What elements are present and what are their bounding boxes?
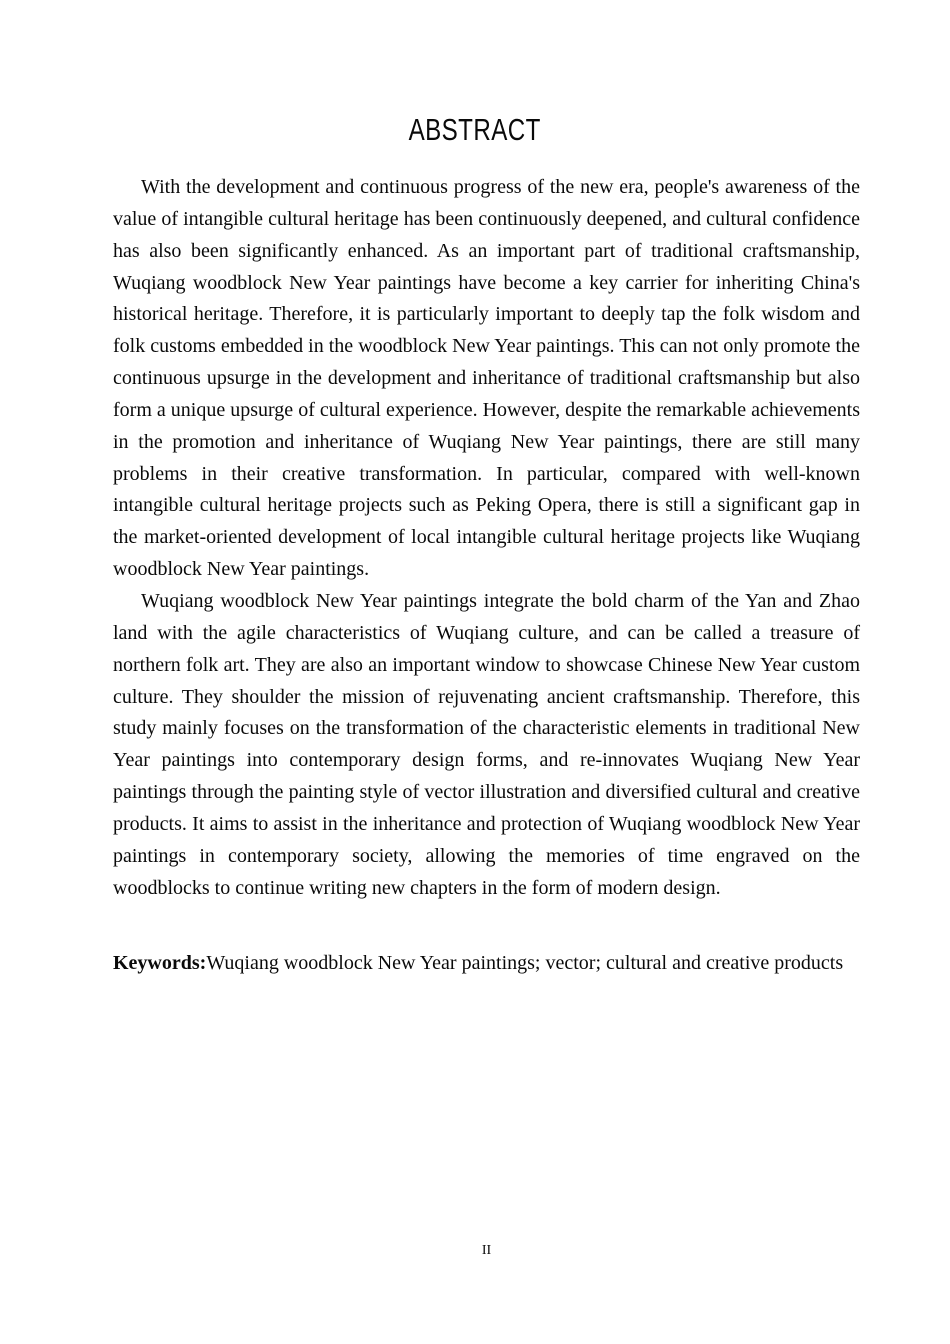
page-title xyxy=(0,0,950,151)
page-number: II xyxy=(481,1243,492,1258)
keywords-line xyxy=(113,948,860,980)
keywords-label: Keywords: xyxy=(113,952,207,975)
abstract-paragraph-1: With the development and continuous progress of the new era, people's awareness of the value of intangible cultural heritage has been continuously deepened, and cultural confidence has also been significantly enhanced. As an important part of traditional craftsmanship, Wuqiang woodblock New Year paintings have become a key carrier for inheriting China's historical heritage. Therefore, it is particularly important to deeply tap the folk wisdom and folk customs embedded in the woodblock New Year paintings. This can not only promote the continuous upsurge in the development and inheritance of traditional craftsmanship but also form a unique upsurge of cultural experience. However, despite the remarkable achievements in the promotion and inheritance of Wuqiang New Year paintings, there are still many problems in their creative transformation. In particular, compared with well-known intangible cultural heritage projects such as Peking Opera, there is still a significant gap in the market-oriented development of local intangible cultural heritage projects like Wuqiang woodblock New Year paintings. xyxy=(113,176,860,581)
keywords-text: Wuqiang woodblock New Year paintings; vector; cultural and creative products xyxy=(206,952,844,975)
abstract-body xyxy=(113,172,860,904)
abstract-paragraph-2: Wuqiang woodblock New Year paintings integrate the bold charm of the Yan and Zhao land with the agile characteristics of Wuqiang culture, and can be called a treasure of northern folk art. They are also an important window to showcase Chinese New Year custom culture. They shoulder the mission of rejuvenating ancient craftsmanship. Therefore, this study mainly focuses on the transformation of the characteristic elements in traditional New Year paintings into contemporary design forms, and re-innovates Wuqiang New Year paintings through the painting style of vector illustration and diversified cultural and creative products. It aims to assist in the inheritance and protection of Wuqiang woodblock New Year paintings in contemporary society, allowing the memories of time engraved on the woodblocks to continue writing new chapters in the form of modern design. xyxy=(113,589,860,899)
page-title-text: ABSTRACT xyxy=(408,112,542,147)
page-footer xyxy=(113,1243,860,1259)
